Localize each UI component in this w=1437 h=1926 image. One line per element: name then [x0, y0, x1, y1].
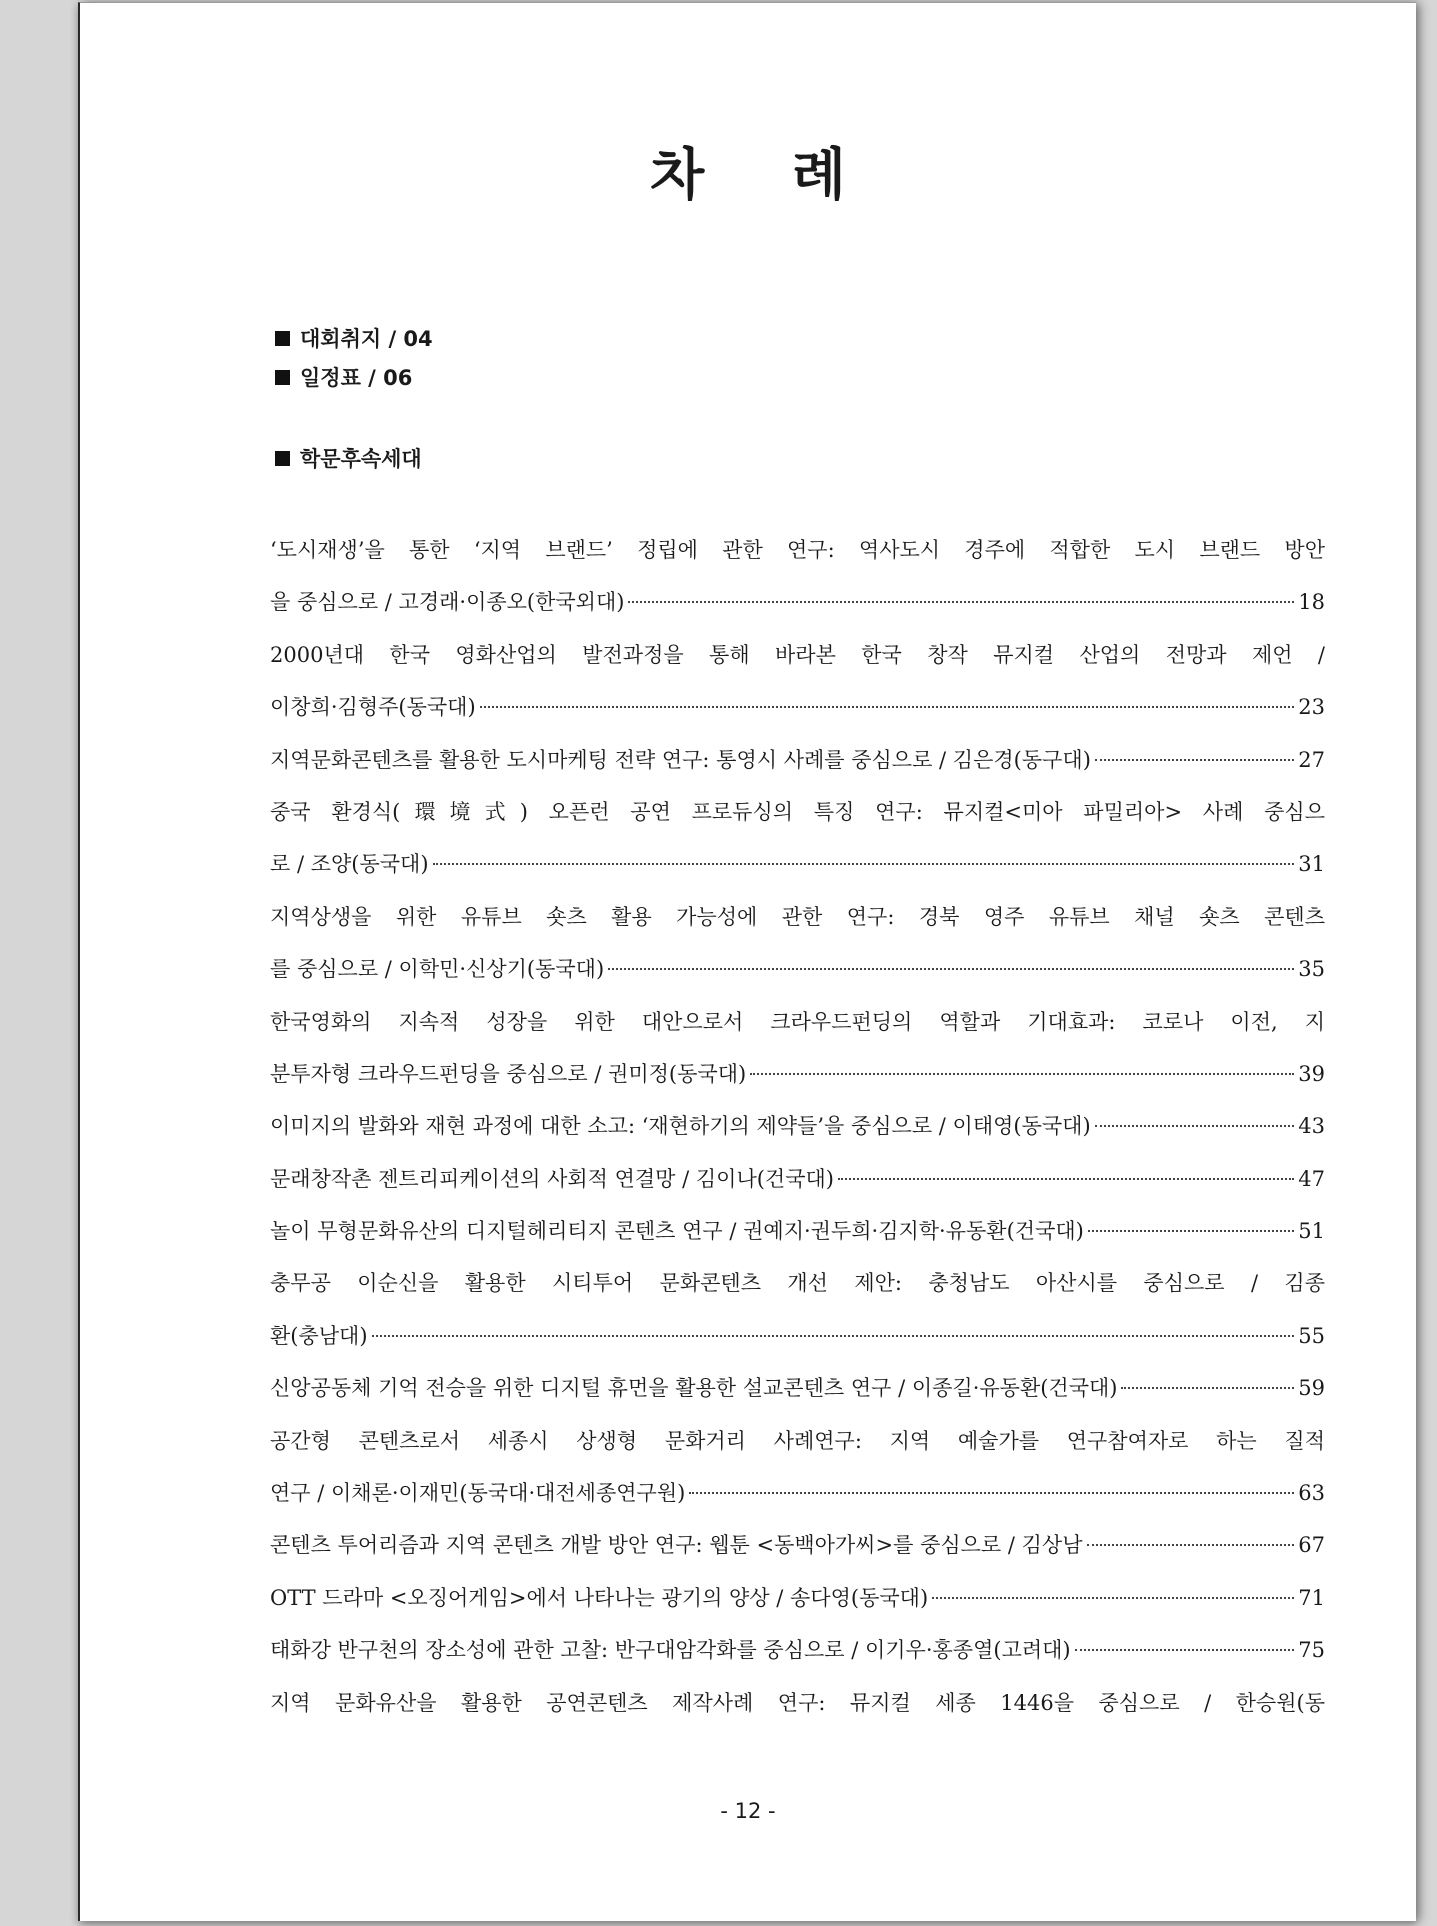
toc-page-number: 63 [1298, 1481, 1325, 1506]
toc-entry-text: 신앙공동체 기억 전승을 위한 디지털 휴먼을 활용한 설교콘텐츠 연구 / 이종길·유동환(건국대) [270, 1376, 1118, 1401]
section-heading [275, 443, 422, 473]
dot-leader [1088, 1230, 1294, 1232]
toc-line [270, 1310, 1325, 1362]
toc-line [270, 943, 1325, 995]
toc-entry-text: 놀이 무형문화유산의 디지털헤리티지 콘텐츠 연구 / 권예지·권두희·김지학·유동환(건국대) [270, 1219, 1084, 1244]
toc-page-number: 71 [1298, 1585, 1325, 1610]
dot-leader [932, 1597, 1294, 1599]
section-label: 학문후속세대 [300, 447, 422, 471]
toc-page-number: 51 [1298, 1219, 1325, 1244]
toc-entry-text: 지역문화콘텐츠를 활용한 도시마케팅 전략 연구: 통영시 사례를 중심으로 / 김은경(동구대) [270, 747, 1091, 772]
toc-entry-text: 이창희·김형주(동국대) [270, 695, 476, 720]
toc-entry-text: 이미지의 발화와 재현 과정에 대한 소고: ‘재현하기의 제약들’을 중심으로 / 이태영(동국대) [270, 1114, 1091, 1139]
toc-entry-text: 로 / 조양(동국대) [270, 852, 429, 877]
dot-leader [1121, 1387, 1294, 1389]
toc-entry-text: 충무공 이순신을 활용한 시티투어 문화콘텐츠 개선 제안: 충청남도 아산시를 중심으로 / 김종 [270, 1271, 1325, 1296]
dot-leader [838, 1178, 1294, 1180]
square-bullet-icon [275, 370, 290, 385]
toc-entry-text: 2000년대 한국 영화산업의 발전과정을 통해 바라본 한국 창작 뮤지컬 산업의 전망과 제언 / [270, 642, 1325, 667]
toc-page-number: 39 [1298, 1061, 1325, 1086]
dot-leader [372, 1335, 1295, 1337]
toc-entry-text: 환(충남대) [270, 1323, 368, 1348]
section-label: 대회취지 / 04 [300, 327, 433, 351]
section-label: 일정표 / 06 [300, 366, 413, 390]
toc-page-number: 35 [1298, 957, 1325, 982]
toc-page-number: 59 [1298, 1376, 1325, 1401]
dot-leader [608, 968, 1294, 970]
dot-leader [480, 706, 1295, 708]
toc-entry-text: 한국영화의 지속적 성장을 위한 대안으로서 크라우드펀딩의 역할과 기대효과: 코로나 이전, 지 [270, 1009, 1325, 1034]
toc-entry-text: 을 중심으로 / 고경래·이종오(한국외대) [270, 590, 625, 615]
page-number: - 12 - [720, 1799, 776, 1823]
document-page [78, 2, 1416, 1921]
dot-leader [1087, 1544, 1295, 1546]
square-bullet-icon [275, 331, 290, 346]
toc-line [270, 576, 1325, 628]
toc-page-number: 31 [1298, 852, 1325, 877]
dot-leader [689, 1492, 1294, 1494]
toc-line [270, 1467, 1325, 1519]
dot-leader [1095, 1125, 1295, 1127]
toc-line [270, 681, 1325, 733]
section-heading [275, 362, 412, 392]
toc-line [270, 838, 1325, 890]
dot-leader [750, 1073, 1294, 1075]
toc-line [270, 1572, 1325, 1624]
toc-page-number: 75 [1298, 1638, 1325, 1663]
toc-page-number: 67 [1298, 1533, 1325, 1558]
toc-page-number: 27 [1298, 747, 1325, 772]
toc-line [270, 1624, 1325, 1676]
toc-entry-text: 중국 환경식(環境式) 오픈런 공연 프로듀싱의 특징 연구: 뮤지컬<미아 파밀리아> 사례 중심으 [270, 799, 1325, 824]
dot-leader [1075, 1649, 1295, 1651]
toc-page-number: 43 [1298, 1114, 1325, 1139]
dot-leader [1095, 759, 1294, 761]
toc-entry-text: OTT 드라마 <오징어게임>에서 나타나는 광기의 양상 / 송다영(동국대) [270, 1585, 929, 1610]
toc-line [270, 734, 1325, 786]
square-bullet-icon [275, 451, 290, 466]
toc-entry-text: 지역상생을 위한 유튜브 숏츠 활용 가능성에 관한 연구: 경북 영주 유튜브 채널 숏츠 콘텐츠 [270, 904, 1325, 929]
toc-page-number: 18 [1298, 590, 1325, 615]
toc-entry-text: 지역 문화유산을 활용한 공연콘텐츠 제작사례 연구: 뮤지컬 세종 1446을 중심으로 / 한승원(동 [270, 1690, 1325, 1715]
toc-entry-text: 연구 / 이채론·이재민(동국대·대전세종연구원) [270, 1481, 686, 1506]
toc-line [270, 1362, 1325, 1414]
toc-line [270, 1519, 1325, 1571]
toc-entry-text: 태화강 반구천의 장소성에 관한 고찰: 반구대암각화를 중심으로 / 이기우·홍종열(고려대) [270, 1638, 1071, 1663]
dot-leader [628, 601, 1294, 603]
toc-line [270, 1205, 1325, 1257]
toc-entry-text: ‘도시재생’을 통한 ‘지역 브랜드’ 정립에 관한 연구: 역사도시 경주에 적합한 도시 브랜드 방안 [270, 538, 1325, 562]
toc-page-number: 23 [1298, 695, 1325, 720]
section-heading [275, 323, 433, 353]
toc-line [270, 1100, 1325, 1152]
toc-line [270, 1153, 1325, 1205]
toc-entry-text: 분투자형 크라우드펀딩을 중심으로 / 권미정(동국대) [270, 1061, 747, 1086]
toc-entry-text: 를 중심으로 / 이학민·신상기(동국대) [270, 957, 605, 982]
toc-entry-text: 콘텐츠 투어리즘과 지역 콘텐츠 개발 방안 연구: 웹툰 <동백아가씨>를 중심으로 / 김상남 [270, 1533, 1083, 1558]
toc-page-number: 55 [1298, 1323, 1325, 1348]
toc-line [270, 1048, 1325, 1100]
dot-leader [433, 863, 1295, 865]
toc-page-number: 47 [1298, 1166, 1325, 1191]
table-of-contents [270, 524, 1325, 1729]
page-title: 차 례 [650, 143, 880, 208]
toc-entry-text: 공간형 콘텐츠로서 세종시 상생형 문화거리 사례연구: 지역 예술가를 연구참여자로 하는 질적 [270, 1428, 1325, 1453]
toc-entry-text: 문래창작촌 젠트리피케이션의 사회적 연결망 / 김이나(건국대) [270, 1166, 834, 1191]
